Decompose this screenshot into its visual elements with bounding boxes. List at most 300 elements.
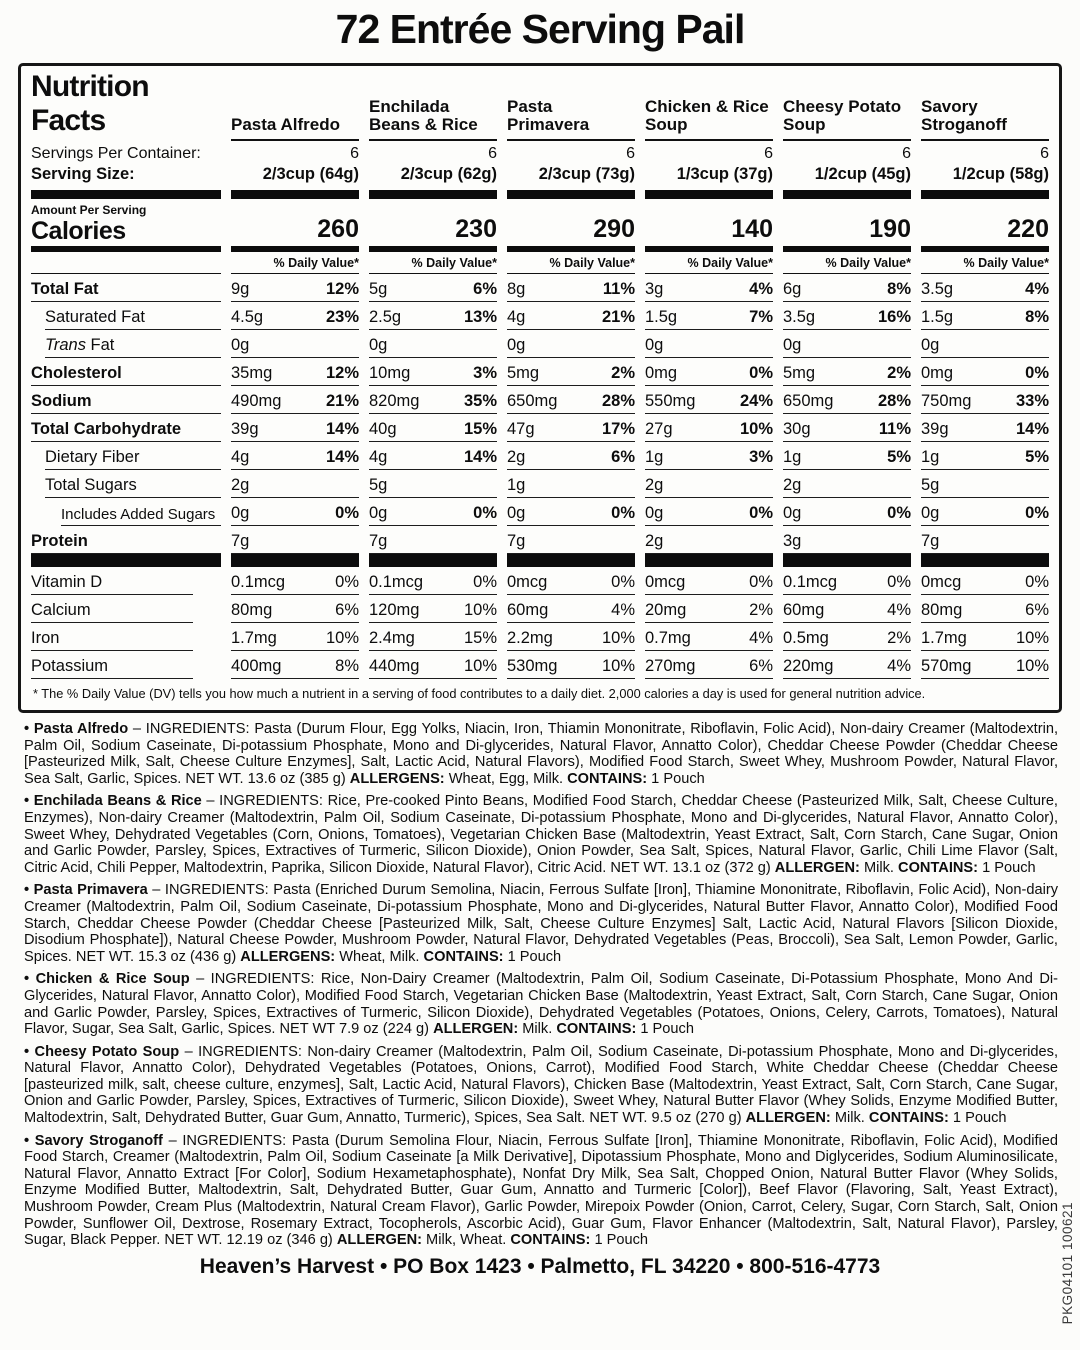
nutrient-value-cell [783, 414, 911, 442]
amount: 270mg [645, 657, 696, 675]
daily-value-header: % Daily Value* [507, 252, 635, 274]
nutrient-value-cell [645, 302, 773, 330]
nutrient-label: Vitamin D [31, 567, 193, 595]
nutrient-value-cell [921, 595, 1049, 623]
table-row [31, 526, 1049, 554]
percent-dv: 4% [1025, 280, 1049, 298]
servings-value: 6 [1040, 145, 1049, 162]
percent-dv: 16% [877, 308, 911, 326]
calories-row [31, 199, 1049, 246]
amount: 0g [645, 336, 664, 354]
percent-dv: 4% [749, 280, 773, 298]
ingredients-bold-text: • Enchilada Beans & Rice [24, 793, 202, 810]
percent-dv: 6% [473, 280, 497, 298]
percent-dv: 6% [749, 657, 773, 675]
nutrient-value-cell [645, 651, 773, 679]
percent-dv: 0% [749, 573, 773, 591]
amount: 7g [921, 532, 940, 550]
amount: 0g [507, 336, 526, 354]
table-row [31, 567, 1049, 595]
percent-dv: 11% [878, 420, 911, 438]
ingredients-bold-text: • Chicken & Rice Soup [24, 971, 190, 988]
percent-dv: 33% [1015, 392, 1049, 410]
percent-dv: 11% [602, 280, 635, 298]
calories-value: 220 [1007, 215, 1049, 243]
ingredients-text: – INGREDIENTS: Pasta (Durum Semolina Flour, Niacin, Ferrous Sulfate [Iron], Thiamine Mononitrate, Riboflavin, Folic Acid), Modified Food Starch, Creamer (Maltodextrin, Palm Oil, Sodium Caseinate [a Milk Derivative], Dipotassium Phosphate, Mono and Diglycerides, Sodium Aluminosilicate, Natural Flavor, Annatto Extract [For Color], Sodium Hexametaphosphate), Nonfat Dry Milk, Sea Salt, Chopped Onion, Natural Butter Flavor (Whey Solids, Enzyme Modified Butter, Maltodextrin, Salt, Dehydrated Butter, Guar Gum, Annatto and Turmeric [Color]), Beef Flavor (Flavoring, Salt, Yeast Extract), Mushroom Powder, Cream Plus (Maltodextrin, Natural Cream Flavor), Garlic Powder, Mirepoix Powder (Onion, Carrot, Celery, Sugar, Corn Starch, Salt, Onion Powder, Sunflower Oil, Dextrose, Rosemary Extract, Tocopherols, Ascorbic Acid), Guar Gum, Flavor Enhancer (Maltodextrin, Salt, Natural Flavor), Parsley, Sugar, Black Pepper. NET WT. 12.19 oz (346 g) [24, 1132, 1058, 1249]
nutrient-value-cell [783, 358, 911, 386]
nutrient-value-cell [921, 651, 1049, 679]
calories-value: 140 [731, 215, 773, 243]
calories-value: 290 [593, 215, 635, 243]
percent-dv: 7% [749, 308, 773, 326]
percent-dv: 4% [887, 601, 911, 619]
nutrient-value-cell [507, 651, 635, 679]
amount: 650mg [783, 392, 834, 410]
amount: 1g [507, 476, 526, 494]
ingredients-bold-text: ALLERGEN: [433, 1021, 519, 1038]
table-row [31, 595, 1049, 623]
table-row [31, 470, 1049, 498]
product-header-row [31, 70, 1049, 141]
daily-value-header: % Daily Value* [369, 252, 497, 274]
nutrient-label: Protein [31, 526, 221, 554]
nutrient-value-cell [645, 498, 773, 526]
nutrient-label: Includes Added Sugars [61, 498, 221, 526]
table-row [31, 623, 1049, 651]
product-header: Chicken & Rice Soup [645, 70, 773, 141]
nutrient-value-cell [369, 274, 497, 302]
nutrient-value-cell [231, 302, 359, 330]
side-print-code: PKG04101 100621 [1060, 1201, 1075, 1324]
amount: 0.1mcg [783, 573, 838, 591]
nutrient-value-cell [231, 526, 359, 554]
nutrient-value-cell [783, 274, 911, 302]
amount: 35mg [231, 364, 273, 382]
amount: 570mg [921, 657, 972, 675]
table-row [31, 330, 1049, 358]
nutrient-value-cell [783, 302, 911, 330]
amount: 220mg [783, 657, 834, 675]
percent-dv: 8% [335, 657, 359, 675]
nutrient-value-cell [783, 595, 911, 623]
percent-dv: 14% [325, 448, 359, 466]
percent-dv: 4% [749, 629, 773, 647]
nutrient-value-cell [507, 470, 635, 498]
percent-dv: 6% [335, 601, 359, 619]
ingredients-bold-text: ALLERGENS: [349, 770, 445, 787]
nutrient-value-cell [783, 442, 911, 470]
daily-value-header: % Daily Value* [645, 252, 773, 274]
servings-value: 6 [902, 145, 911, 162]
daily-value-header: % Daily Value* [231, 252, 359, 274]
percent-dv: 14% [325, 420, 359, 438]
nutrient-value-cell [231, 414, 359, 442]
amount: 0g [783, 336, 802, 354]
ingredients-text: Milk. [518, 1021, 557, 1038]
nutrient-value-cell [645, 274, 773, 302]
calories-value: 230 [455, 215, 497, 243]
amount: 9g [231, 280, 250, 298]
serving-size-value: 2/3cup (73g) [538, 165, 635, 183]
calories-label: Calories [31, 217, 126, 245]
nutrient-label: Iron [31, 623, 193, 651]
nutrient-value-cell [645, 595, 773, 623]
amount: 40g [369, 420, 397, 438]
nutrient-value-cell [645, 414, 773, 442]
amount: 5g [369, 476, 388, 494]
nutrient-value-cell [507, 302, 635, 330]
nutrient-value-cell [369, 498, 497, 526]
amount: 1.7mg [921, 629, 967, 647]
nutrient-value-cell [645, 330, 773, 358]
nutrient-value-cell [783, 330, 911, 358]
amount: 39g [231, 420, 259, 438]
ingredients-bold-text: CONTAINS: [423, 948, 504, 965]
percent-dv: 10% [1015, 629, 1049, 647]
nutrient-value-cell [921, 358, 1049, 386]
percent-dv: 15% [463, 420, 497, 438]
nutrient-value-cell [369, 651, 497, 679]
nutrient-value-cell [921, 567, 1049, 595]
nutrient-label: Trans Fat [45, 330, 221, 358]
amount: 2.5g [369, 308, 402, 326]
percent-dv: 0% [1025, 364, 1049, 382]
amount: 4g [369, 448, 388, 466]
amount: 1g [645, 448, 664, 466]
ingredients-bold-text: CONTAINS: [510, 1232, 591, 1249]
amount: 80mg [921, 601, 963, 619]
ingredients-text: Wheat, Milk. [335, 948, 424, 965]
percent-dv: 23% [325, 308, 359, 326]
percent-dv: 21% [601, 308, 635, 326]
percent-dv: 0% [887, 504, 911, 522]
percent-dv: 3% [749, 448, 773, 466]
percent-dv: 17% [601, 420, 635, 438]
nutrient-value-cell [921, 442, 1049, 470]
nutrient-value-cell [507, 274, 635, 302]
amount: 820mg [369, 392, 420, 410]
amount-per-serving-label: Amount Per Serving [31, 203, 147, 217]
ingredients-text: 1 Pouch [590, 1232, 648, 1249]
percent-dv: 14% [463, 448, 497, 466]
calories-value: 260 [317, 215, 359, 243]
nutrient-label: Total Fat [31, 274, 221, 302]
amount: 4.5g [231, 308, 264, 326]
nutrient-value-cell [921, 330, 1049, 358]
percent-dv: 0% [1025, 504, 1049, 522]
amount: 2.2mg [507, 629, 553, 647]
amount: 550mg [645, 392, 696, 410]
nutrient-value-cell [507, 526, 635, 554]
serving-size-value: 2/3cup (62g) [400, 165, 497, 183]
nutrient-value-cell [231, 274, 359, 302]
ingredients-text: 1 Pouch [978, 859, 1036, 876]
servings-label: Servings Per Container: [31, 145, 201, 162]
percent-dv: 2% [611, 364, 635, 382]
amount: 0g [231, 336, 250, 354]
percent-dv: 28% [601, 392, 635, 410]
percent-dv: 0% [749, 364, 773, 382]
nutrient-value-cell [921, 470, 1049, 498]
ingredients-paragraph [24, 882, 1058, 965]
ingredients-paragraph [24, 1133, 1058, 1249]
ingredients-bold-text: • Pasta Alfredo [24, 721, 129, 737]
percent-dv: 10% [1015, 657, 1049, 675]
amount: 3g [783, 532, 802, 550]
ingredients-bold-text: ALLERGEN: [774, 859, 860, 876]
servings-value: 6 [350, 145, 359, 162]
serving-size-label: Serving Size: [31, 165, 135, 183]
amount: 490mg [231, 392, 282, 410]
percent-dv: 2% [749, 601, 773, 619]
amount: 3g [645, 280, 664, 298]
amount: 2g [507, 448, 526, 466]
nutrient-value-cell [783, 498, 911, 526]
nutrient-value-cell [231, 470, 359, 498]
nutrient-value-cell [507, 567, 635, 595]
servings-row [31, 141, 1049, 163]
amount: 5mg [507, 364, 540, 382]
amount: 400mg [231, 657, 282, 675]
ingredients-bold-text: • Savory Stroganoff [24, 1132, 163, 1149]
amount: 0mcg [645, 573, 686, 591]
percent-dv: 0% [887, 573, 911, 591]
amount: 2.4mg [369, 629, 415, 647]
nutrient-label: Cholesterol [31, 358, 221, 386]
amount: 1g [921, 448, 940, 466]
amount: 20mg [645, 601, 687, 619]
percent-dv: 8% [887, 280, 911, 298]
footer-contact: Heaven’s Harvest • PO Box 1423 • Palmetto, FL 34220 • 800-516-4773 [199, 1254, 881, 1278]
ingredients-bold-text: • Cheesy Potato Soup [24, 1043, 180, 1060]
nutrient-value-cell [921, 274, 1049, 302]
percent-dv: 2% [887, 629, 911, 647]
amount: 5g [369, 280, 388, 298]
amount: 80mg [231, 601, 273, 619]
amount: 6g [783, 280, 802, 298]
percent-dv: 5% [1025, 448, 1049, 466]
table-row [31, 358, 1049, 386]
amount: 2g [783, 476, 802, 494]
ingredients-paragraph [24, 793, 1058, 876]
percent-dv: 21% [325, 392, 359, 410]
servings-value: 6 [764, 145, 773, 162]
nutrient-value-cell [507, 623, 635, 651]
nutrient-value-cell [921, 386, 1049, 414]
percent-dv: 10% [601, 629, 635, 647]
nutrient-value-cell [921, 302, 1049, 330]
serving-size-value: 1/2cup (58g) [952, 165, 1049, 183]
divider-bar [31, 554, 1049, 567]
percent-dv: 0% [749, 504, 773, 522]
ingredients-text: Wheat, Egg, Milk. [444, 770, 568, 787]
percent-dv: 14% [1015, 420, 1049, 438]
amount: 10mg [369, 364, 411, 382]
ingredients-text: Milk. [830, 1110, 869, 1127]
nutrient-value-cell [231, 651, 359, 679]
product-header: Cheesy Potato Soup [783, 70, 911, 141]
nutrient-value-cell [783, 623, 911, 651]
percent-dv: 5% [887, 448, 911, 466]
ingredients-paragraph [24, 1044, 1058, 1127]
nutrient-label: Total Carbohydrate [31, 414, 221, 442]
serving-size-value: 1/2cup (45g) [814, 165, 911, 183]
percent-dv: 0% [1025, 573, 1049, 591]
serving-size-value: 2/3cup (64g) [262, 165, 359, 183]
percent-dv: 6% [1025, 601, 1049, 619]
product-header: Pasta Primavera [507, 70, 635, 141]
daily-value-spacer [31, 252, 221, 274]
percent-dv: 12% [325, 364, 359, 382]
amount: 2g [645, 476, 664, 494]
nutrient-value-cell [369, 330, 497, 358]
nutrient-label: Total Sugars [45, 470, 221, 498]
amount: 0mcg [921, 573, 962, 591]
nutrient-value-cell [369, 567, 497, 595]
ingredients-text: – INGREDIENTS: Non-dairy Creamer (Maltodextrin, Palm Oil, Sodium Caseinate, Di-potassium Phosphate, Mono and Di-glycerides, Natural Flavor, Annatto Color), Dehydrated Vegetables (Potatoes, Onions, Carrot), Modified Food Starch, White Cheddar Cheese (Cheddar Cheese [pasteurized milk, salt, cheese culture, enzymes], Salt, Lactic Acid, Natural Flavors), Chicken Base (Maltodextrin, Yeast Extract, Salt, Corn Starch, Cane Sugar, Onion and Garlic Powder, Parsley, Spices, Extractives of Turmeric, Silicon Dioxide), Sweet Whey, Natural Butter Flavor (Whey Solids, Enzyme Modified Butter, Maltodextrin, Salt, Dehydrated Butter, Guar Gum, Annatto, Turmeric), Spices, Sea Salt. NET WT. 9.5 oz (270 g) [24, 1043, 1059, 1127]
percent-dv: 0% [335, 573, 359, 591]
nutrient-label: Potassium [31, 651, 193, 679]
amount: 0.1mcg [369, 573, 424, 591]
percent-dv: 8% [1025, 308, 1049, 326]
ingredients-paragraph [24, 971, 1058, 1037]
nutrient-value-cell [369, 414, 497, 442]
percent-dv: 0% [611, 504, 635, 522]
amount: 1g [783, 448, 802, 466]
percent-dv: 0% [335, 504, 359, 522]
amount: 39g [921, 420, 949, 438]
vitamin-rows [31, 567, 1049, 679]
daily-value-footnote: * The % Daily Value (DV) tells you how much a nutrient in a serving of food contributes to a daily diet. 2,000 calories a day is used for general nutrition advice. [33, 686, 926, 701]
amount: 0.7mg [645, 629, 691, 647]
ingredients-bold-text: ALLERGEN: [745, 1110, 831, 1127]
amount: 2g [645, 532, 664, 550]
product-header: Enchilada Beans & Rice [369, 70, 497, 141]
amount: 4g [231, 448, 250, 466]
percent-dv: 0% [473, 504, 497, 522]
amount: 7g [507, 532, 526, 550]
percent-dv: 4% [611, 601, 635, 619]
serving-size-value: 1/3cup (37g) [676, 165, 773, 183]
product-header: Savory Stroganoff [921, 70, 1049, 141]
amount: 3.5g [783, 308, 816, 326]
table-row [31, 651, 1049, 679]
amount: 2g [231, 476, 250, 494]
ingredients-text: 1 Pouch [503, 948, 562, 965]
nutrient-label: Calcium [31, 595, 193, 623]
percent-dv: 10% [463, 657, 497, 675]
nutrient-value-cell [783, 651, 911, 679]
amount: 0g [921, 336, 940, 354]
amount: 0g [783, 504, 802, 522]
nutrient-value-cell [645, 623, 773, 651]
servings-value: 6 [488, 145, 497, 162]
amount: 0g [645, 504, 664, 522]
ingredients-bold-text: ALLERGEN: [336, 1232, 422, 1249]
nutrient-value-cell [507, 442, 635, 470]
nutrient-value-cell [507, 386, 635, 414]
nutrient-value-cell [921, 526, 1049, 554]
percent-dv: 3% [473, 364, 497, 382]
nutrient-value-cell [507, 414, 635, 442]
daily-value-header-row [31, 252, 1049, 274]
nutrient-value-cell [369, 302, 497, 330]
amount: 7g [369, 532, 388, 550]
percent-dv: 24% [739, 392, 773, 410]
percent-dv: 10% [739, 420, 773, 438]
nutrient-value-cell [645, 358, 773, 386]
ingredients-text: 1 Pouch [948, 1110, 1007, 1127]
table-row [31, 442, 1049, 470]
nutrient-value-cell [231, 595, 359, 623]
nutrient-value-cell [921, 498, 1049, 526]
ingredients-text: 1 Pouch [636, 1021, 694, 1038]
ingredients-text: – INGREDIENTS: Pasta (Durum Flour, Egg Yolks, Niacin, Iron, Thiamin Mononitrate, Riboflavin, Folic Acid), Non-dairy Creamer (Maltodextrin, Palm Oil, Sodium Caseinate, Di-potassium Phosphate, Mono and Di-glycerides, Natural Flavor, Annatto Color), Cheddar Cheese Powder (Cheddar Cheese [Pasteurized Milk, Salt, Cheese Culture Enzymes], Salt, Lactic Acid, Natural Flavors), Modified Food Starch, Sweet Whey, Mushroom Powder, Natural Flavor, Sea Salt, Garlic, Spices. NET WT. 13.6 oz (385 g) [24, 721, 1058, 787]
nutrient-value-cell [921, 623, 1049, 651]
nutrient-value-cell [645, 386, 773, 414]
nutrition-facts-panel [18, 63, 1062, 713]
nutrient-rows [31, 274, 1049, 554]
nutrient-value-cell [507, 358, 635, 386]
amount: 1.5g [645, 308, 678, 326]
nutrient-value-cell [783, 386, 911, 414]
amount: 4g [507, 308, 526, 326]
percent-dv: 0% [473, 573, 497, 591]
amount: 0g [231, 504, 250, 522]
ingredients-text: Milk. [859, 859, 899, 876]
nutrient-value-cell [369, 623, 497, 651]
percent-dv: 4% [887, 657, 911, 675]
ingredients-text: – INGREDIENTS: Rice, Non-Dairy Creamer (Maltodextrin, Palm Oil, Sodium Caseinate, Di-Potassium Phosphate, Mono And Di-Glycerides, Natural Flavor, Annatto Color), Modified Food Starch, Vegetarian Chicken Base (Maltodextrin, Yeast Extract, Salt, Corn Starch, Cane Sugar, Onion and Garlic Powder, Parsley, Spices, Extractives of Turmeric, Silicon Dioxide), Dehydrated Vegetables (Potatoes, Onions, Celery, Carrots, Tomatoes), Natural Flavor, Sugar, Sea Salt, Garlic, Spices. NET WT 7.9 oz (224 g) [24, 971, 1058, 1038]
amount: 750mg [921, 392, 972, 410]
percent-dv: 0% [611, 573, 635, 591]
page-title: 72 Entrée Serving Pail [335, 6, 745, 52]
ingredients-bold-text: CONTAINS: [868, 1110, 949, 1127]
nutrient-value-cell [921, 414, 1049, 442]
percent-dv: 2% [887, 364, 911, 382]
ingredients-bold-text: ALLERGENS: [240, 948, 336, 965]
ingredients-text: – INGREDIENTS: Rice, Pre-cooked Pinto Beans, Modified Food Starch, Cheddar Cheese (Pasteurized Milk, Salt, Cheese Culture, Enzymes), Non-dairy Creamer (Maltodextrin, Palm Oil, Sodium Caseinate, Di-potassium Phosphate, Mono and Di-glycerides, Natural Flavor, Annatto Color), Sweet Whey, Dehydrated Vegetables (Corn, Onions, Tomatoes), Vegetarian Chicken Base (Maltodextrin, Yeast Extract, Salt, Corn Starch, Cane Sugar, Onion and Garlic Powder, Parsley, Spices, Extractives of Turmeric, Silicon Dioxide), Onion Powder, Sea Salt, Spices, Natural Flavor, Garlic, Chili Lime Flavor (Salt, Citric Acid, Chili Pepper, Maltodextrin, Paprika, Silicon Dioxide, Natural Flavor), Citric Acid. NET WT. 13.1 oz (372 g) [24, 793, 1058, 876]
ingredients-text: Milk, Wheat. [422, 1232, 511, 1249]
nutrient-value-cell [231, 498, 359, 526]
ingredients-bold-text: CONTAINS: [898, 859, 979, 876]
nutrient-value-cell [369, 358, 497, 386]
nutrient-value-cell [645, 442, 773, 470]
amount: 650mg [507, 392, 558, 410]
percent-dv: 15% [463, 629, 497, 647]
ingredients-bold-text: • Pasta Primavera [24, 882, 148, 899]
nutrient-value-cell [645, 526, 773, 554]
amount: 0g [507, 504, 526, 522]
percent-dv: 6% [611, 448, 635, 466]
amount: 440mg [369, 657, 420, 675]
nutrient-value-cell [783, 526, 911, 554]
nutrient-value-cell [645, 470, 773, 498]
amount: 8g [507, 280, 526, 298]
nutrient-value-cell [231, 386, 359, 414]
table-row [31, 498, 1049, 526]
amount: 0mg [921, 364, 954, 382]
amount: 5mg [783, 364, 816, 382]
percent-dv: 12% [325, 280, 359, 298]
amount: 60mg [507, 601, 549, 619]
nutrient-value-cell [231, 623, 359, 651]
amount: 0g [369, 336, 388, 354]
amount: 0mcg [507, 573, 548, 591]
nutrient-value-cell [369, 386, 497, 414]
divider-bar [31, 190, 1049, 199]
nutrient-value-cell [507, 330, 635, 358]
